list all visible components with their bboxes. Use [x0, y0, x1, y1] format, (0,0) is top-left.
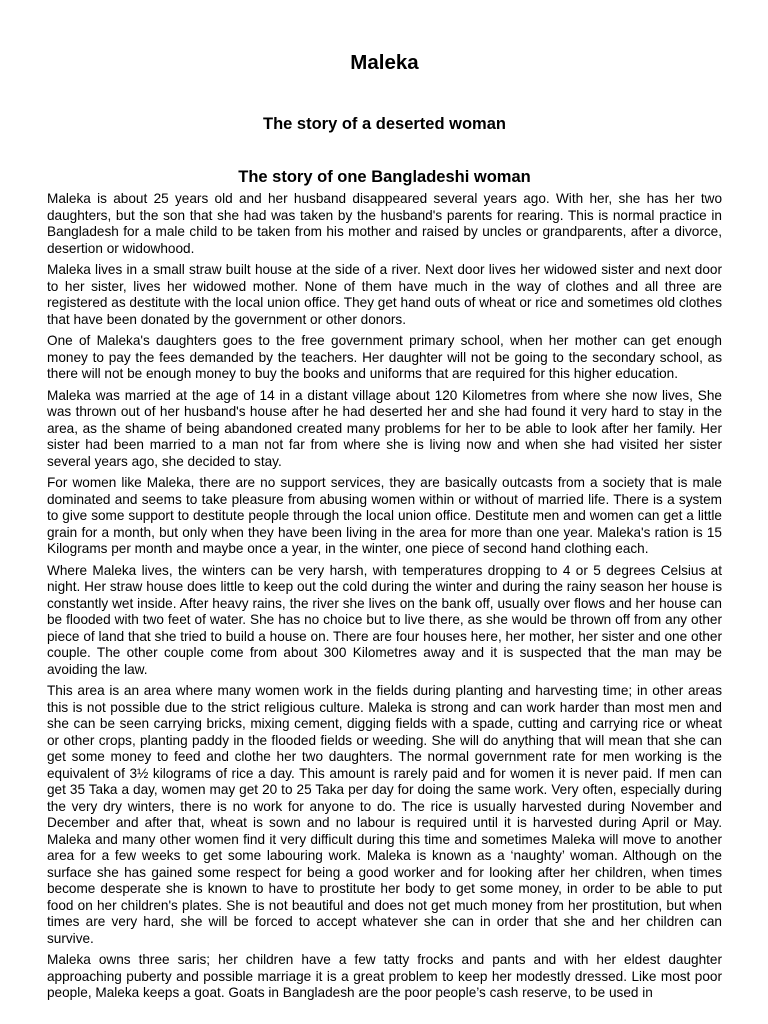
section-heading: The story of one Bangladeshi woman — [238, 168, 531, 186]
paragraph-3: One of Maleka's daughters goes to the free government primary school, when her mother can get enough money to pay the fees demanded by the teachers. Her daughter will not be going to the secondary school, as there will not be enough money to buy the books and uniforms that are required for this higher education. — [47, 333, 722, 381]
paragraph-7: This area is an area where many women work in the fields during planting and harvesting time; in other areas this is not possible due to the strict religious culture. Maleka is strong and can work harder than most men and she can be seen carrying bricks, mixing cement, digging fields with a spade, cutting and carrying rice or wheat or other crops, planting paddy in the flooded fields or weeding. She will do anything that will mean that she can get some money to feed and clothe her two daughters. The normal government rate for men working is the equivalent of 3½ kilograms of rice a day. This amount is rarely paid and for women it is never paid. If men can get 35 Taka a day, women may get 20 to 25 Taka per day for doing the same work. Very often, especially during the very dry winters, there is no work for anyone to do. The rice is usually harvested during November and December and after that, wheat is sown and no labour is required until it is harvested during April or May. Maleka and many other women find it very difficult during this time and sometimes Maleka will move to another area for a few weeks to get some labouring work. Maleka is known as a ‘naughty’ woman. Although on the surface she has gained some respect for being a good worker and for looking after her children, when times become desperate she is known to have to prostitute her body to get some money, in order to be able to put food on her children's plates. She is not beautiful and does not get much money from her prostitution, but when times are very hard, she will be forced to accept whatever she can in order that she and her children can survive. — [47, 683, 722, 946]
paragraph-8: Maleka owns three saris; her children have a few tatty frocks and pants and with her eldest daughter approaching puberty and possible marriage it is a great problem to keep her modestly dressed. Like most poor people, Maleka keeps a goat. Goats in Bangladesh are the poor people’s cash reserve, to be used in — [47, 952, 722, 1000]
paragraph-2: Maleka lives in a small straw built house at the side of a river. Next door lives her widowed sister and next door to her sister, lives her widowed mother. None of them have much in the way of clothes and all three are registered as destitute with the local union office. They get hand outs of wheat or rice and sometimes old clothes that have been donated by the government or other donors. — [47, 262, 722, 327]
body-text — [47, 191, 722, 1007]
paragraph-1: Maleka is about 25 years old and her husband disappeared several years ago. With her, she has her two daughters, but the son that she had was taken by the husband's parents for rearing. This is normal practice in Bangladesh for a male child to be taken from his mother and raised by uncles or grandparents, after a divorce, desertion or widowhood. — [47, 191, 722, 256]
paragraph-4: Maleka was married at the age of 14 in a distant village about 120 Kilometres from where she now lives, She was thrown out of her husband's house after he had deserted her and she had found it very hard to stay in the area, as the shame of being abandoned created many problems for her to be able to look after her family. Her sister had been married to a man not far from where she is living now and when she had visited her sister several years ago, she decided to stay. — [47, 387, 722, 469]
paragraph-6: Where Maleka lives, the winters can be very harsh, with temperatures dropping to 4 or 5 degrees Celsius at night. Her straw house does little to keep out the cold during the winter and during the rainy season her house is constantly wet inside. After heavy rains, the river she lives on the bank off, usually over flows and her house can be flooded with two feet of water. She has no choice but to live there, as she would be thrown off from any other piece of land that she tried to build a house on. There are four houses here, her mother, her sister and one other couple. The other couple come from about 300 Kilometres away and it is suspected that the man may be avoiding the law. — [47, 562, 722, 677]
paragraph-5: For women like Maleka, there are no support services, they are basically outcasts from a society that is male dominated and seems to take pleasure from abusing women within or without of married life. There is a system to give some support to destitute people through the local union office. Destitute men and women can get a little grain for a month, but only when they have been living in the area for more than one year. Maleka's ration is 15 Kilograms per month and maybe once a year, in the winter, one piece of second hand clothing each. — [47, 475, 722, 556]
document-subtitle: The story of a deserted woman — [263, 115, 506, 133]
document-title: Maleka — [350, 51, 419, 74]
